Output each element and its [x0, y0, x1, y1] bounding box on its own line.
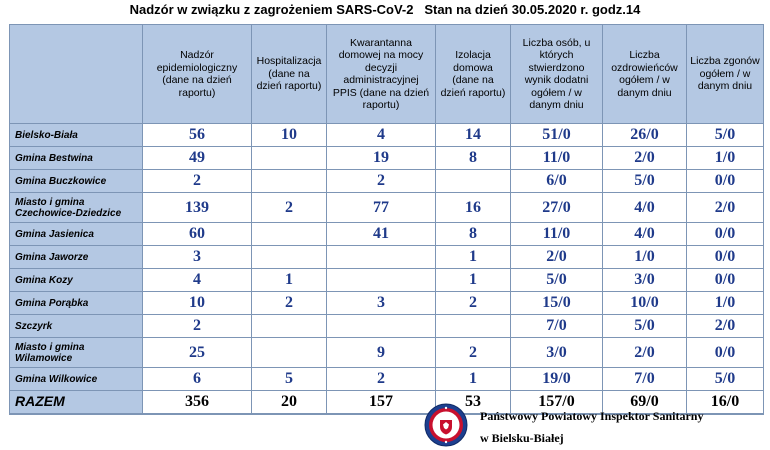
cell-recovered: 5/0: [603, 170, 687, 193]
cell-isolation: 16: [436, 193, 511, 223]
row-name: Szczyrk: [10, 315, 143, 338]
cell-hospitalization: 1: [252, 269, 327, 292]
cell-supervision: 2: [143, 315, 252, 338]
cell-isolation: 1: [436, 246, 511, 269]
report-title: Nadzór w związku z zagrożeniem SARS-CoV-2 Stan na dzień 30.05.2020 r. godz.14: [129, 2, 641, 17]
cell-isolation: [436, 170, 511, 193]
cell-positive-cases: 5/0: [511, 269, 603, 292]
cell-isolation: [436, 315, 511, 338]
total-deaths: 16/0: [687, 391, 764, 414]
header-supervision: Nadzór epidemiologiczny (dane na dzień raportu): [143, 25, 252, 124]
header-quarantine: Kwarantanna domowej na mocy decyzji administracyjnej PPIS (dane na dzień raportu): [327, 25, 436, 124]
cell-positive-cases: 27/0: [511, 193, 603, 223]
cell-quarantine: 9: [327, 338, 436, 368]
cell-quarantine: 4: [327, 124, 436, 147]
cell-deaths: 0/0: [687, 223, 764, 246]
cell-quarantine: 2: [327, 368, 436, 391]
row-name: Bielsko-Biała: [10, 124, 143, 147]
row-name: Gmina Buczkowice: [10, 170, 143, 193]
total-supervision: 356: [143, 391, 252, 414]
cell-supervision: 3: [143, 246, 252, 269]
cell-deaths: 0/0: [687, 246, 764, 269]
header-deaths: Liczba zgonów ogółem / w danym dniu: [687, 25, 764, 124]
cell-quarantine: 19: [327, 147, 436, 170]
surveillance-table: [9, 24, 764, 415]
header-positive-cases: Liczba osób, u których stwierdzono wynik dodatni ogółem / w danym dniu: [511, 25, 603, 124]
cell-recovered: 4/0: [603, 193, 687, 223]
cell-quarantine: [327, 315, 436, 338]
cell-hospitalization: [252, 338, 327, 368]
cell-supervision: 60: [143, 223, 252, 246]
cell-supervision: 2: [143, 170, 252, 193]
inspector-name-line1: Państwowy Powiatowy Inspektor Sanitarny: [480, 409, 704, 423]
cell-positive-cases: 11/0: [511, 223, 603, 246]
table-row: [10, 124, 764, 147]
cell-positive-cases: 6/0: [511, 170, 603, 193]
header-hospitalization: Hospitalizacja (dane na dzień raportu): [252, 25, 327, 124]
cell-isolation: 14: [436, 124, 511, 147]
table-row: [10, 292, 764, 315]
cell-quarantine: 2: [327, 170, 436, 193]
total-recovered: 69/0: [603, 391, 687, 414]
cell-recovered: 7/0: [603, 368, 687, 391]
cell-deaths: 0/0: [687, 170, 764, 193]
cell-hospitalization: [252, 147, 327, 170]
cell-positive-cases: 19/0: [511, 368, 603, 391]
cell-supervision: 6: [143, 368, 252, 391]
table-row: [10, 368, 764, 391]
cell-isolation: 8: [436, 147, 511, 170]
cell-quarantine: 41: [327, 223, 436, 246]
cell-positive-cases: 11/0: [511, 147, 603, 170]
cell-deaths: 2/0: [687, 315, 764, 338]
cell-quarantine: 77: [327, 193, 436, 223]
row-name: Gmina Kozy: [10, 269, 143, 292]
cell-supervision: 49: [143, 147, 252, 170]
table-row: [10, 269, 764, 292]
cell-hospitalization: [252, 223, 327, 246]
cell-deaths: 2/0: [687, 193, 764, 223]
cell-supervision: 4: [143, 269, 252, 292]
row-name: Gmina Bestwina: [10, 147, 143, 170]
cell-deaths: 0/0: [687, 338, 764, 368]
header-row: [10, 25, 764, 124]
cell-isolation: 1: [436, 368, 511, 391]
header-municipality: [10, 25, 143, 124]
cell-positive-cases: 51/0: [511, 124, 603, 147]
row-name: Miasto i gmina Wilamowice: [10, 338, 143, 368]
cell-supervision: 56: [143, 124, 252, 147]
row-name: Miasto i gmina Czechowice-Dziedzice: [10, 193, 143, 223]
row-name: Gmina Jasienica: [10, 223, 143, 246]
cell-hospitalization: [252, 315, 327, 338]
table-row: [10, 315, 764, 338]
cell-hospitalization: 2: [252, 292, 327, 315]
cell-isolation: 2: [436, 338, 511, 368]
cell-recovered: 10/0: [603, 292, 687, 315]
cell-deaths: 0/0: [687, 269, 764, 292]
cell-isolation: 2: [436, 292, 511, 315]
cell-positive-cases: 7/0: [511, 315, 603, 338]
cell-deaths: 1/0: [687, 292, 764, 315]
cell-recovered: 5/0: [603, 315, 687, 338]
total-quarantine: 157: [327, 391, 436, 414]
cell-quarantine: [327, 269, 436, 292]
cell-deaths: 5/0: [687, 124, 764, 147]
header-isolation: Izolacja domowa (dane na dzień raportu): [436, 25, 511, 124]
sanitary-inspection-emblem: [424, 403, 468, 447]
total-isolation: 53: [436, 391, 511, 414]
cell-recovered: 26/0: [603, 124, 687, 147]
total-hospitalization: 20: [252, 391, 327, 414]
cell-supervision: 10: [143, 292, 252, 315]
cell-deaths: 5/0: [687, 368, 764, 391]
cell-recovered: 2/0: [603, 338, 687, 368]
row-name: Gmina Wilkowice: [10, 368, 143, 391]
cell-recovered: 2/0: [603, 147, 687, 170]
cell-recovered: 1/0: [603, 246, 687, 269]
cell-hospitalization: 2: [252, 193, 327, 223]
cell-recovered: 4/0: [603, 223, 687, 246]
cell-hospitalization: 10: [252, 124, 327, 147]
inspector-name-line2: w Bielsku-Białej: [480, 431, 564, 445]
table-row: [10, 170, 764, 193]
cell-positive-cases: 3/0: [511, 338, 603, 368]
row-name: Gmina Jaworze: [10, 246, 143, 269]
total-positive-cases: 157/0: [511, 391, 603, 414]
row-name: Gmina Porąbka: [10, 292, 143, 315]
cell-deaths: 1/0: [687, 147, 764, 170]
table-row: [10, 147, 764, 170]
cell-supervision: 139: [143, 193, 252, 223]
cell-quarantine: 3: [327, 292, 436, 315]
total-label: RAZEM: [10, 391, 143, 414]
cell-positive-cases: 15/0: [511, 292, 603, 315]
table-row: [10, 246, 764, 269]
cell-hospitalization: 5: [252, 368, 327, 391]
table-row: [10, 338, 764, 368]
header-recovered: Liczba ozdrowieńców ogółem / w danym dniu: [603, 25, 687, 124]
cell-isolation: 8: [436, 223, 511, 246]
table-row: [10, 193, 764, 223]
table-row: [10, 223, 764, 246]
cell-supervision: 25: [143, 338, 252, 368]
cell-positive-cases: 2/0: [511, 246, 603, 269]
cell-isolation: 1: [436, 269, 511, 292]
cell-recovered: 3/0: [603, 269, 687, 292]
cell-quarantine: [327, 246, 436, 269]
cell-hospitalization: [252, 246, 327, 269]
cell-hospitalization: [252, 170, 327, 193]
